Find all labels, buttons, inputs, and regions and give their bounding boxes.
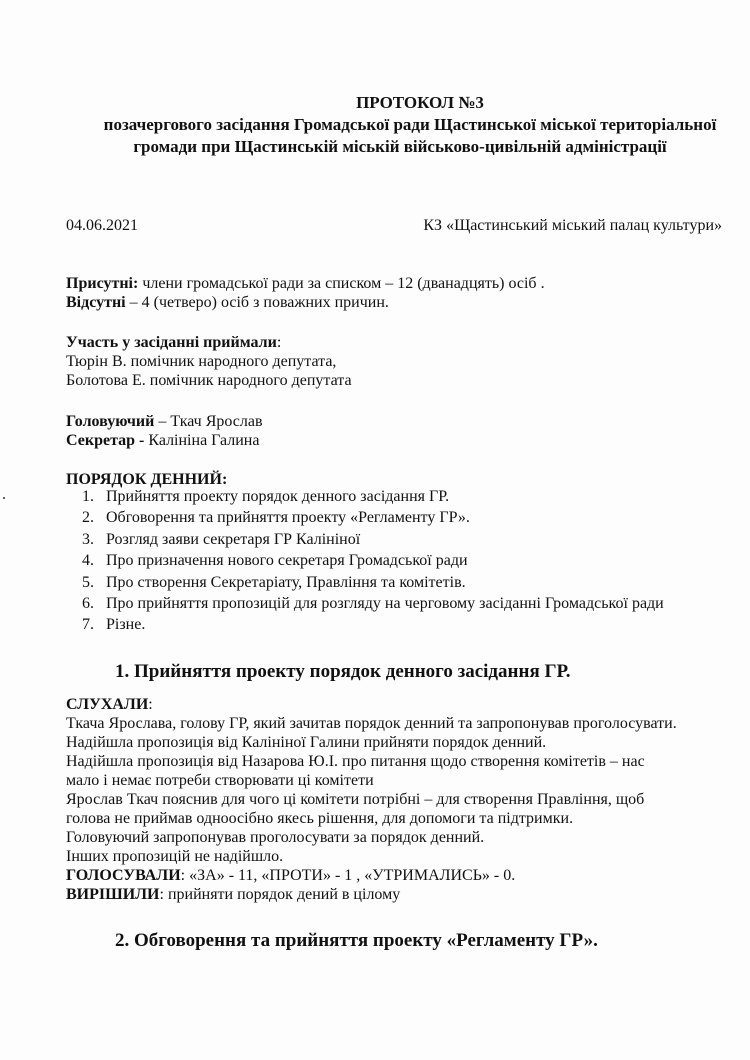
meeting-date: 04.06.2021 — [66, 217, 138, 234]
agenda-item-number: 3. — [82, 530, 94, 548]
participants-colon: : — [276, 334, 282, 351]
agenda-item — [82, 572, 664, 593]
heard-label: СЛУХАЛИ — [66, 696, 149, 713]
decision-line — [66, 885, 677, 904]
agenda-item — [82, 614, 664, 635]
agenda-item-number: 6. — [82, 595, 94, 613]
vote-line — [66, 866, 677, 885]
absent-line — [66, 293, 545, 312]
participants-label: Участь у засіданні приймали — [66, 334, 277, 351]
present-line — [66, 274, 545, 293]
chair-label: Головуючий — [66, 413, 155, 430]
meeting-place: КЗ «Щастинський міський палац культури» — [423, 217, 722, 234]
agenda-item — [82, 486, 664, 507]
scan-speck — [3, 497, 5, 499]
vote-results: : «ЗА» - 11, «ПРОТИ» - 1 , «УТРИМАЛИСЬ» - 0. — [180, 867, 516, 884]
agenda-item-number: 5. — [82, 573, 94, 591]
document-subtitle-line-1: позачергового засідання Громадської ради Щастинської міської територіальної — [103, 115, 717, 134]
secretary-name: Калініна Галина — [148, 432, 260, 449]
document-header — [60, 92, 720, 158]
attendance-block — [66, 274, 545, 312]
minutes-line: Ткача Ярослава, голову ГР, який зачитав порядок денний та запропонував проголосувати. — [66, 715, 677, 732]
secretary-label: Секретар - — [66, 432, 149, 449]
agenda-item-text: Про створення Секретаріату, Правління та комітетів. — [106, 573, 466, 591]
agenda-item — [82, 550, 664, 571]
participant-item: Болотова Е. помічник народного депутата — [66, 372, 352, 389]
minutes-line: Інших пропозицій не надійшло. — [66, 848, 284, 865]
section-2-heading: 2. Обговорення та прийняття проекту «Регламенту ГР». — [115, 930, 598, 951]
chair-line — [66, 412, 263, 431]
agenda-item-text: Різне. — [106, 616, 146, 634]
minutes-line: Надійшла пропозиція від Назарова Ю.І. про питання щодо створення комітетів – нас — [66, 753, 645, 770]
heard-colon: : — [148, 696, 153, 713]
agenda-item-text: Про призначення нового секретаря Громадської ради — [106, 552, 468, 570]
participants-block — [66, 333, 352, 390]
agenda-item — [82, 529, 664, 550]
agenda-item-text: Про прийняття пропозицій для розгляду на черговому засіданні Громадської ради — [106, 595, 664, 613]
agenda-item-text: Розгляд заяви секретаря ГР Калініної — [106, 530, 361, 548]
agenda-item-number: 7. — [82, 616, 94, 634]
participants-heading — [66, 333, 352, 352]
document-title: ПРОТОКОЛ №3 — [356, 93, 484, 112]
minutes-line: Ярослав Ткач пояснив для чого ці комітети потрібні – для створення Правління, щоб — [66, 791, 645, 808]
agenda-item-text: Обговорення та прийняття проекту «Регламенту ГР». — [106, 509, 470, 527]
agenda-item-number: 1. — [82, 488, 94, 505]
agenda-item-number: 4. — [82, 552, 94, 570]
secretary-line — [66, 431, 263, 450]
heard-heading — [66, 695, 677, 714]
agenda-item-number: 2. — [82, 509, 94, 527]
participant-item: Тюрін В. помічник народного депутата, — [66, 353, 337, 370]
section-1-body — [66, 695, 677, 904]
voted-label: ГОЛОСУВАЛИ — [66, 867, 181, 884]
decision-text: : прийняти порядок дений в цілому — [159, 886, 401, 903]
present-label: Присутні: — [66, 275, 139, 292]
officials-block — [66, 412, 263, 450]
minutes-line: Надійшла пропозиція від Калініної Галини прийняти порядок денний. — [66, 734, 547, 751]
absent-label: Відсутні — [66, 294, 126, 311]
chair-name: – Ткач Ярослав — [154, 413, 263, 430]
absent-text: – 4 (четверо) осіб з поважних причин. — [125, 294, 389, 311]
section-1-heading: 1. Прийняття проекту порядок денного засідання ГР. — [115, 661, 571, 682]
agenda-item — [82, 593, 664, 614]
decided-label: ВИРІШИЛИ — [66, 886, 160, 903]
minutes-line: Головуючий запропонував проголосувати за порядок денний. — [66, 829, 485, 846]
minutes-line: голова не приймав одноосібно якесь рішення, для допомоги та підтримки. — [66, 810, 574, 827]
minutes-line: мало і немає потреби створювати ці комітети — [66, 772, 374, 789]
agenda-list — [82, 486, 664, 636]
agenda-heading: ПОРЯДОК ДЕННИЙ: — [66, 471, 228, 488]
present-text: члени громадської ради за списком – 12 (дванадцять) осіб . — [138, 275, 545, 292]
document-subtitle-line-2: громади при Щастинській міській військово-цивільній адміністрації — [133, 137, 667, 156]
agenda-item-text: Прийняття проекту порядок денного засідання ГР. — [106, 488, 450, 505]
agenda-item — [82, 507, 664, 528]
